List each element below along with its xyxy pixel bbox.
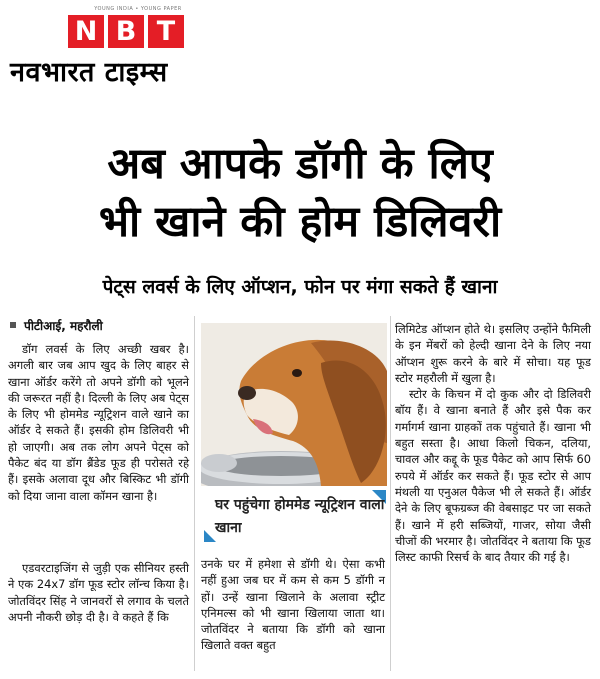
masthead-hindi-name: नवभारत टाइम्स bbox=[10, 57, 168, 88]
byline-bullet-icon bbox=[10, 322, 16, 328]
dog-photo bbox=[201, 323, 387, 486]
article-paragraph: स्टोर के किचन में दो कुक और दो डिलिवरी बॉय हैं। वे खाना बनाते हैं और इसे पैक कर गर्मागर्म खाना ग्राहकों तक पहुंचाते हैं। खाना भी बहुत सस्ता है। आधा किलो चिकन, दलिया, चावल और कद्दू के फूड पैकेट को आप सिर्फ 60 रुपये में ऑर्डर कर सकते हैं। फूड स्टोर से आप मंथली या एनुअल पैकेज भी ले सकते हैं। ऑर्डर देने के लिए बूफग्रब्ज की वेबसाइट पर जा सकते हैं। खाने में हरी सब्जियों, गाजर, सोया जैसी चीजों की भरमार है। जोतविंदर ने बताया कि फूड लिस्ट काफी रिसर्च के बाद तैयार की गई है। bbox=[395, 387, 591, 565]
subheadline: पेट्स लवर्स के लिए ऑप्शन, फोन पर मंगा सकते हैं खाना bbox=[102, 276, 498, 298]
logo-letter-b: B bbox=[108, 15, 144, 48]
article-paragraph: डॉग लवर्स के लिए अच्छी खबर है। अगली बार जब आप खुद के लिए बाहर से खाना ऑर्डर करेंगे तो अपने डॉगी को भूलने की जरूरत नहीं है। दिल्ली के लिए अब पेट्स के लिए भी होममेड न्यूट्रिशन वाले खाने का ऑर्डर दे सकते हैं। इसकी होम डिलिवरी भी हो जाएगी। अब तक लोग अपने पेट्स को पैकेट बंद या डॉग ब्रैंडेड फूड ही परोसते रहे हैं। इसके अलावा दूध और बिस्किट भी डॉगी को दिया जाना वाला कॉमन खाना है। bbox=[8, 342, 189, 503]
masthead-tagline: YOUNG INDIA • YOUNG PAPER bbox=[94, 6, 182, 12]
article-column-2 bbox=[201, 556, 385, 654]
headline bbox=[0, 135, 600, 251]
byline: पीटीआई, महरौली bbox=[24, 319, 103, 333]
logo-letter-n: N bbox=[68, 15, 104, 48]
masthead bbox=[0, 0, 600, 118]
article-paragraph: लिमिटेड ऑप्शन होते थे। इसलिए उन्होंने फैमिली के इन मेंबरों को हेल्दी खाना देने के लिए नया ऑप्शन शुरू करने के बारे में सोचा। यह फूड स्टोर महरौली में खुला है। bbox=[395, 322, 591, 385]
headline-line-1: अब आपके डॉगी के लिए bbox=[107, 139, 493, 189]
article-column-1-continued bbox=[8, 560, 189, 625]
logo-letter-t: T bbox=[148, 15, 184, 48]
article-column-3 bbox=[395, 321, 591, 565]
column-divider bbox=[194, 316, 195, 671]
article-column-1 bbox=[8, 341, 189, 504]
headline-line-2: भी खाने की होम डिलिवरी bbox=[98, 197, 502, 247]
column-divider bbox=[390, 316, 391, 671]
article-paragraph: एडवरटाइजिंग से जुड़ी एक सीनियर हस्ती ने एक 24x7 डॉग फूड स्टोर लॉन्च किया है। जोतविंदर सिंह ने जानवरों से लगाव के चलते अपनी नौकरी छोड़ दी है। वे कहते हैं कि bbox=[8, 561, 189, 624]
article-paragraph: उनके घर में हमेशा से डॉगी थे। ऐसा कभी नहीं हुआ जब घर में कम से कम 5 डॉगी न हों। उन्हें खाना खिलाने के अलावा स्ट्रीट एनिमल्स को भी खाना खिलाया जाता था। जोतविंदर ने बताया कि डॉगी को खाना खिलाते वक्त बहुत bbox=[201, 557, 385, 653]
photo-caption: घर पहुंचेगा होममेड न्यूट्रिशन वाला खाना bbox=[215, 497, 385, 536]
dog-eating-illustration bbox=[201, 323, 387, 486]
